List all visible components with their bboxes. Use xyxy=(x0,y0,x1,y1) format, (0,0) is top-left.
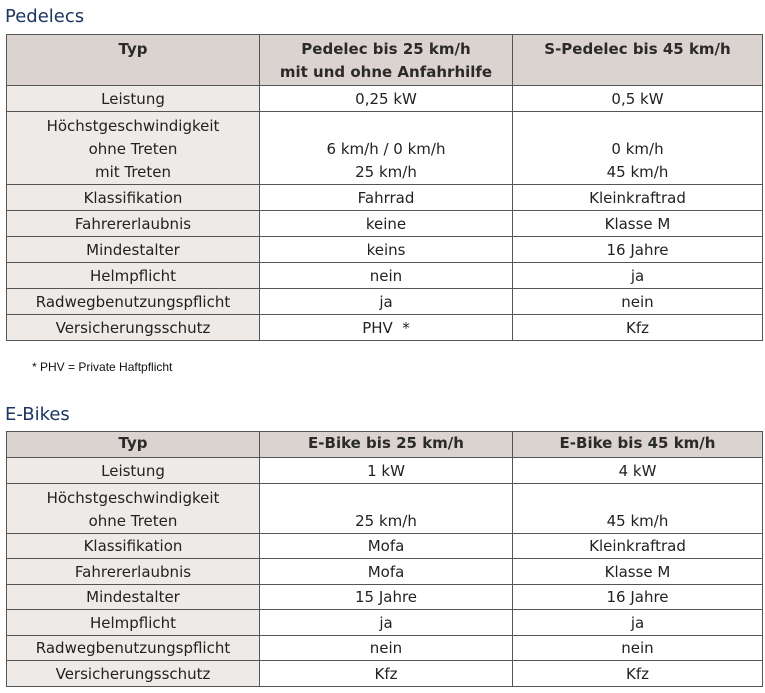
row-label-klassifikation: Klassifikation xyxy=(7,185,260,211)
row-label-radwegbenutzungspflicht: Radwegbenutzungspflicht xyxy=(7,635,260,661)
cell-value: Fahrrad xyxy=(260,185,513,211)
row-label-leistung: Leistung xyxy=(7,458,260,484)
table-row xyxy=(7,533,763,559)
table-row xyxy=(7,185,763,211)
row-label-radwegbenutzungspflicht: Radwegbenutzungspflicht xyxy=(7,289,260,315)
cell-value: 45 km/h xyxy=(513,483,763,533)
row-label-klassifikation: Klassifikation xyxy=(7,533,260,559)
header-ebike-45: E-Bike bis 45 km/h xyxy=(513,432,763,458)
table-row xyxy=(7,289,763,315)
cell-value: keins xyxy=(260,237,513,263)
cell-value: Kleinkraftrad xyxy=(513,533,763,559)
cell-value-line: 45 km/h xyxy=(606,163,669,181)
cell-value: Kfz xyxy=(513,315,763,341)
cell-value: 1 kW xyxy=(260,458,513,484)
table-row xyxy=(7,661,763,687)
cell-value xyxy=(260,112,513,185)
row-label-helmpflicht: Helmpflicht xyxy=(7,610,260,636)
row-label-versicherungsschutz: Versicherungsschutz xyxy=(7,661,260,687)
row-label-line: Höchstgeschwindigkeit xyxy=(46,117,220,135)
table-row xyxy=(7,211,763,237)
table-row xyxy=(7,559,763,585)
row-label-hoechstgeschwindigkeit xyxy=(7,483,260,533)
cell-value: Klasse M xyxy=(513,211,763,237)
cell-value: ja xyxy=(513,263,763,289)
table-row xyxy=(7,237,763,263)
cell-value: 0,25 kW xyxy=(260,86,513,112)
cell-value: nein xyxy=(260,635,513,661)
cell-value: nein xyxy=(260,263,513,289)
header-pedelec-25-line2: mit und ohne Anfahrhilfe xyxy=(279,63,493,81)
cell-value-line: 25 km/h xyxy=(355,163,417,181)
table-row xyxy=(7,263,763,289)
cell-value: nein xyxy=(513,289,763,315)
header-pedelec-25 xyxy=(260,35,513,86)
row-label-hoechstgeschwindigkeit xyxy=(7,112,260,185)
row-label-leistung: Leistung xyxy=(7,86,260,112)
header-s-pedelec-45: S-Pedelec bis 45 km/h xyxy=(513,35,763,86)
ebikes-title: E-Bikes xyxy=(5,404,70,425)
table-row xyxy=(7,458,763,484)
row-label-fahrererlaubnis: Fahrererlaubnis xyxy=(7,559,260,585)
table-header-row xyxy=(7,432,763,458)
row-label-line: ohne Treten xyxy=(88,140,178,158)
cell-value: 4 kW xyxy=(513,458,763,484)
row-label-line: mit Treten xyxy=(94,163,172,181)
footnote-phv: * PHV = Private Haftpflicht xyxy=(32,360,173,374)
cell-value: keine xyxy=(260,211,513,237)
cell-value-line: 6 km/h / 0 km/h xyxy=(326,140,446,158)
cell-value: Kfz xyxy=(513,661,763,687)
table-header-row xyxy=(7,35,763,86)
cell-value: 0,5 kW xyxy=(513,86,763,112)
row-label-line: ohne Treten xyxy=(88,511,178,530)
cell-value: Klasse M xyxy=(513,559,763,585)
cell-value: ja xyxy=(260,610,513,636)
cell-value: ja xyxy=(260,289,513,315)
header-typ: Typ xyxy=(7,432,260,458)
header-pedelec-25-line1: Pedelec bis 25 km/h xyxy=(301,40,471,58)
row-label-fahrererlaubnis: Fahrererlaubnis xyxy=(7,211,260,237)
row-label-mindestalter: Mindestalter xyxy=(7,584,260,610)
cell-value: Kleinkraftrad xyxy=(513,185,763,211)
row-label-line: Höchstgeschwindigkeit xyxy=(46,488,220,507)
cell-value-line: 0 km/h xyxy=(611,140,664,158)
table-row xyxy=(7,315,763,341)
row-label-versicherungsschutz: Versicherungsschutz xyxy=(7,315,260,341)
row-label-helmpflicht: Helmpflicht xyxy=(7,263,260,289)
cell-value: 16 Jahre xyxy=(513,237,763,263)
row-label-mindestalter: Mindestalter xyxy=(7,237,260,263)
cell-value: nein xyxy=(513,635,763,661)
cell-value xyxy=(513,112,763,185)
cell-value: Mofa xyxy=(260,559,513,585)
cell-value: 15 Jahre xyxy=(260,584,513,610)
table-row xyxy=(7,610,763,636)
table-row xyxy=(7,635,763,661)
table-row xyxy=(7,584,763,610)
cell-value: Kfz xyxy=(260,661,513,687)
header-ebike-25: E-Bike bis 25 km/h xyxy=(260,432,513,458)
header-typ: Typ xyxy=(7,35,260,86)
ebikes-table xyxy=(6,431,763,687)
table-row xyxy=(7,86,763,112)
cell-value: 25 km/h xyxy=(260,483,513,533)
cell-value: Mofa xyxy=(260,533,513,559)
table-row xyxy=(7,112,763,185)
pedelecs-table xyxy=(6,34,763,341)
cell-value: ja xyxy=(513,610,763,636)
cell-value: 16 Jahre xyxy=(513,584,763,610)
table-row xyxy=(7,483,763,533)
pedelecs-title: Pedelecs xyxy=(5,6,85,27)
cell-value: PHV * xyxy=(260,315,513,341)
